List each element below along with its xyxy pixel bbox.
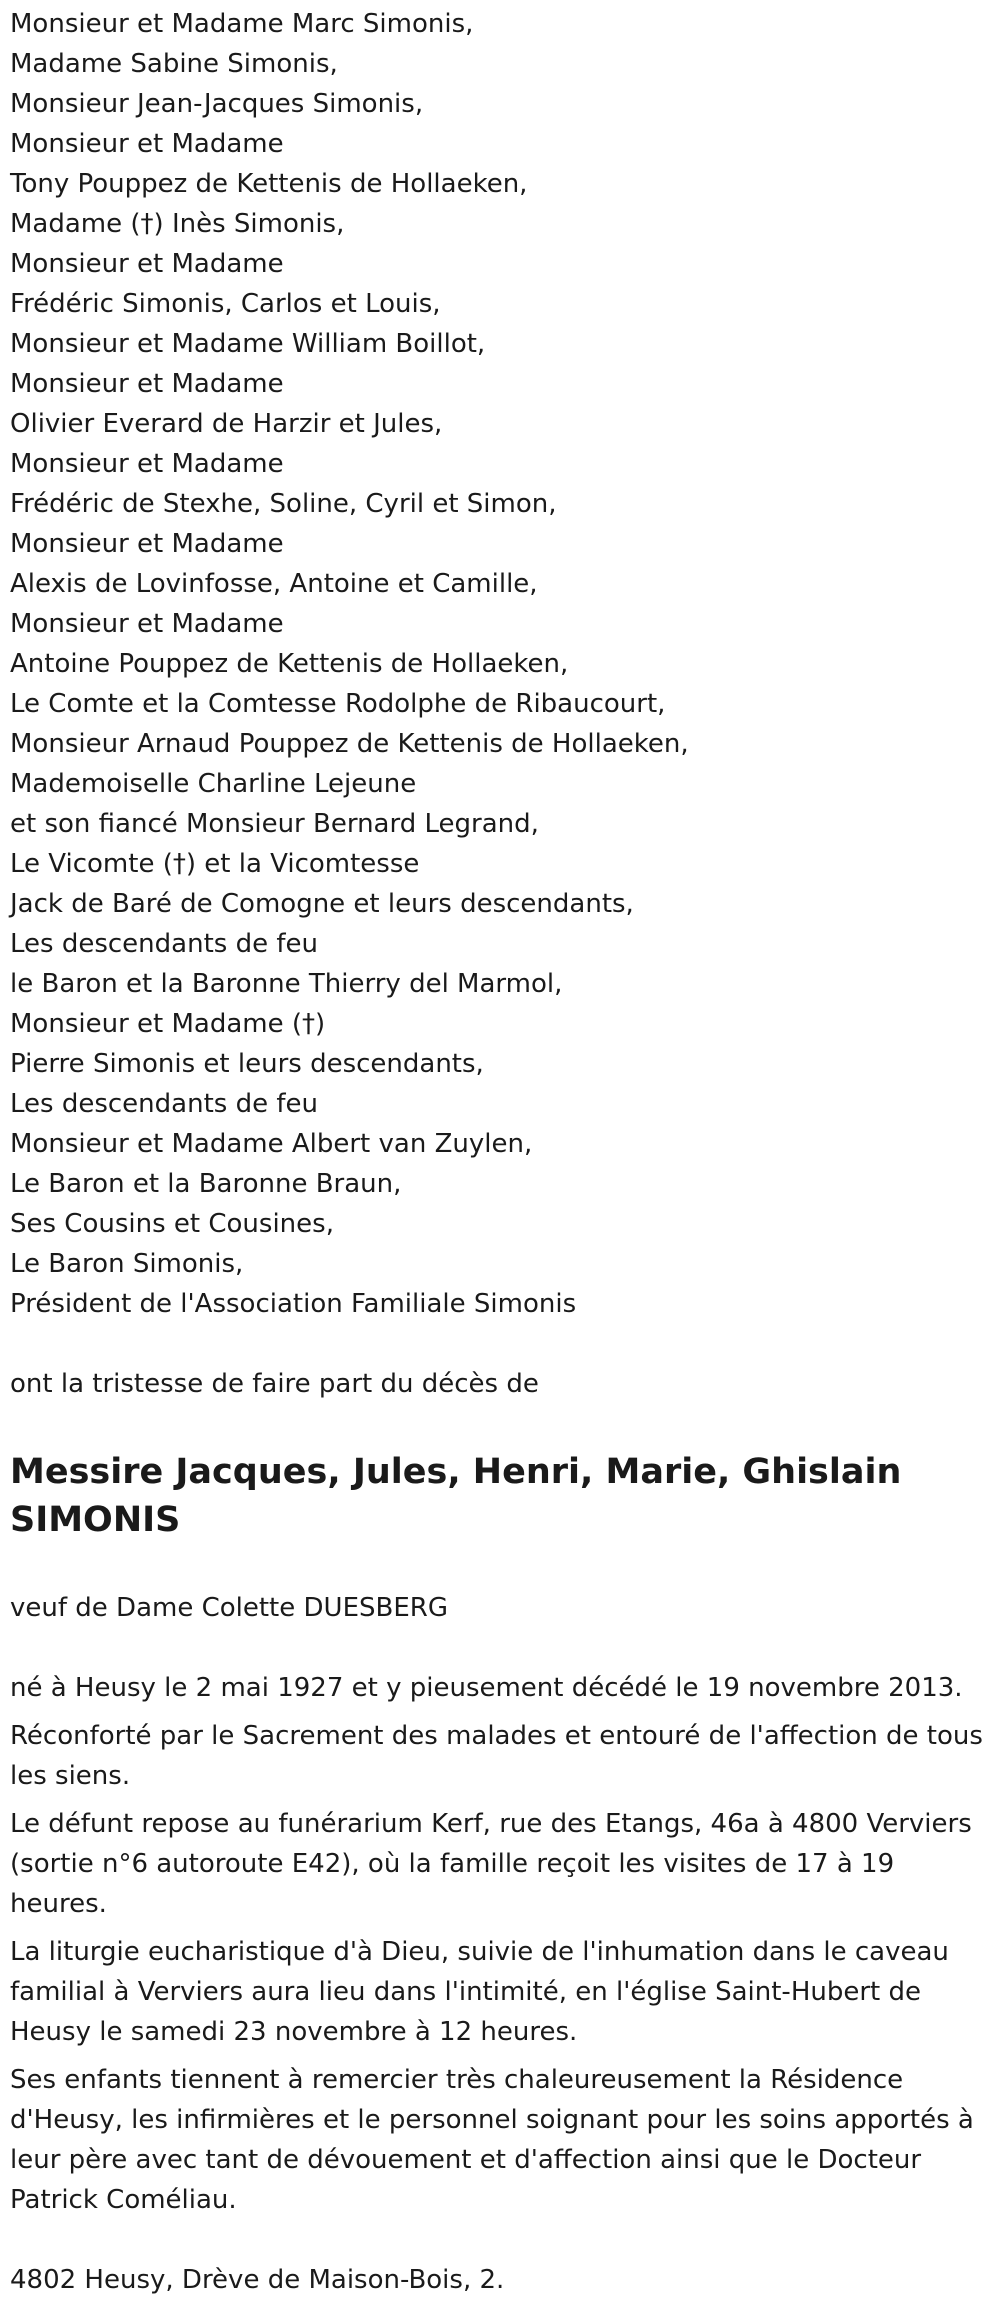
family-line: Tony Pouppez de Kettenis de Hollaeken, xyxy=(10,169,528,199)
family-line: Jack de Baré de Comogne et leurs descendants, xyxy=(10,889,634,919)
thanks-paragraph: Ses enfants tiennent à remercier très chaleureusement la Résidence d'Heusy, les infirmières et le personnel soignant pour les soins apportés à leur père avec tant de dévouement et d'affection ainsi que le Docteur Patrick Coméliau. xyxy=(10,2065,974,2215)
family-line: le Baron et la Baronne Thierry del Marmol, xyxy=(10,969,563,999)
family-line: Monsieur et Madame xyxy=(10,529,284,559)
family-line: Frédéric de Stexhe, Soline, Cyril et Simon, xyxy=(10,489,557,519)
family-line: Madame Sabine Simonis, xyxy=(10,49,338,79)
family-line: Frédéric Simonis, Carlos et Louis, xyxy=(10,289,441,319)
family-line: Monsieur et Madame William Boillot, xyxy=(10,329,486,359)
birth-death-paragraph: né à Heusy le 2 mai 1927 et y pieusement décédé le 19 novembre 2013. xyxy=(10,1673,963,1703)
family-line: Monsieur et Madame (†) xyxy=(10,1009,326,1039)
family-line: Les descendants de feu xyxy=(10,1089,318,1119)
family-line: Monsieur et Madame xyxy=(10,369,284,399)
family-line: Le Vicomte (†) et la Vicomtesse xyxy=(10,849,420,879)
family-line: Olivier Everard de Harzir et Jules, xyxy=(10,409,443,439)
family-line: Monsieur et Madame xyxy=(10,249,284,279)
family-line: Mademoiselle Charline Lejeune xyxy=(10,769,417,799)
family-line: Les descendants de feu xyxy=(10,929,318,959)
family-line: Président de l'Association Familiale Simonis xyxy=(10,1289,577,1319)
family-line: Ses Cousins et Cousines, xyxy=(10,1209,334,1239)
family-line: et son fiancé Monsieur Bernard Legrand, xyxy=(10,809,539,839)
family-line: Le Baron et la Baronne Braun, xyxy=(10,1169,402,1199)
liturgy-paragraph: La liturgie eucharistique d'à Dieu, suivie de l'inhumation dans le caveau familial à Verviers aura lieu dans l'intimité, en l'église Saint-Hubert de Heusy le samedi 23 novembre à 12 heures. xyxy=(10,1937,949,2047)
family-line: Le Baron Simonis, xyxy=(10,1249,244,1279)
family-line: Le Comte et la Comtesse Rodolphe de Ribaucourt, xyxy=(10,689,666,719)
family-line: Pierre Simonis et leurs descendants, xyxy=(10,1049,484,1079)
family-line: Monsieur et Madame xyxy=(10,449,284,479)
family-line: Monsieur Arnaud Pouppez de Kettenis de Hollaeken, xyxy=(10,729,689,759)
family-address: 4802 Heusy, Drève de Maison-Bois, 2. xyxy=(10,2265,505,2295)
sacrament-paragraph: Réconforté par le Sacrement des malades et entouré de l'affection de tous les siens. xyxy=(10,1721,983,1791)
deceased-name xyxy=(10,1448,990,1544)
family-line: Monsieur et Madame xyxy=(10,129,284,159)
deceased-name-line-1: Messire Jacques, Jules, Henri, Marie, Ghislain xyxy=(10,1452,902,1492)
family-line: Monsieur et Madame xyxy=(10,609,284,639)
family-line: Monsieur et Madame Albert van Zuylen, xyxy=(10,1129,533,1159)
family-line: Monsieur et Madame Marc Simonis, xyxy=(10,9,474,39)
family-list xyxy=(10,4,990,1324)
family-line: Monsieur Jean-Jacques Simonis, xyxy=(10,89,424,119)
funeral-home-paragraph: Le défunt repose au funérarium Kerf, rue des Etangs, 46a à 4800 Verviers (sortie n°6 autoroute E42), où la famille reçoit les visites de 17 à 19 heures. xyxy=(10,1809,972,1919)
deceased-name-line-2: SIMONIS xyxy=(10,1500,181,1540)
announcement-text: ont la tristesse de faire part du décès de xyxy=(10,1369,539,1399)
family-line: Alexis de Lovinfosse, Antoine et Camille, xyxy=(10,569,538,599)
widow-text: veuf de Dame Colette DUESBERG xyxy=(10,1593,448,1623)
family-line: Antoine Pouppez de Kettenis de Hollaeken, xyxy=(10,649,569,679)
family-line: Madame (†) Inès Simonis, xyxy=(10,209,345,239)
